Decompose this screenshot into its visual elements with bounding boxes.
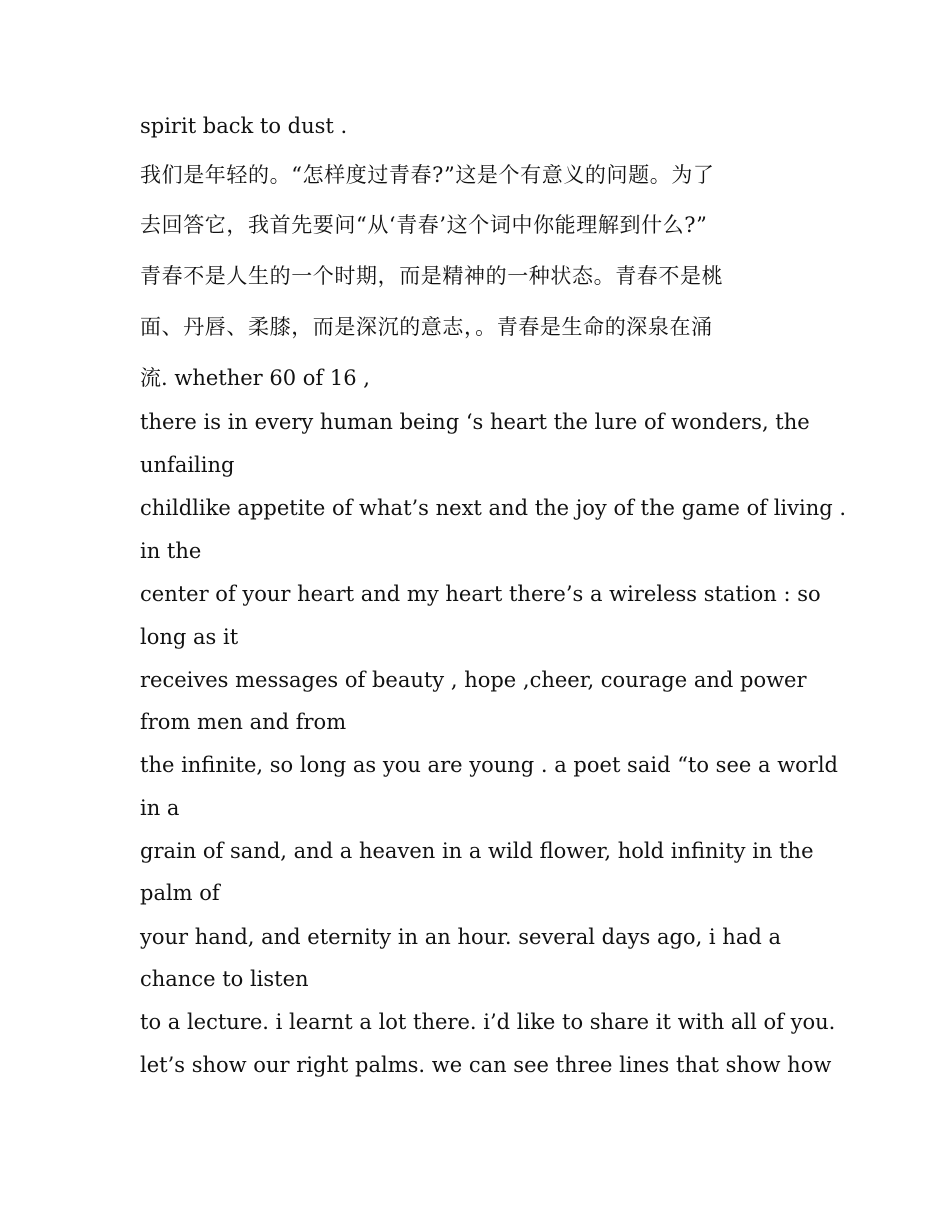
text-line: in a: [140, 796, 180, 820]
text-line: there is in every human being ‘s heart the lure of wonders, the: [140, 410, 810, 434]
text-line: receives messages of beauty , hope ,cheer, courage and power: [140, 668, 807, 692]
text-line: the infinite, so long as you are young . a poet said “to see a world: [140, 753, 839, 777]
text-line: childlike appetite of what’s next and the joy of the game of living .: [140, 496, 847, 520]
text-line: 面、丹唇、柔膝，而是深沉的意志，。青春是生命的深泉在涌: [140, 315, 713, 339]
text-line: unfailing: [140, 453, 235, 477]
text-line: from men and from: [140, 710, 347, 734]
text-line: in the: [140, 539, 202, 563]
text-line: center of your heart and my heart there’s a wireless station : so: [140, 582, 821, 606]
text-line: 去回答它，我首先要问“从‘青春’这个词中你能理解到什么?”: [140, 213, 708, 237]
text-line: chance to listen: [140, 967, 309, 991]
text-line: 我们是年轻的。“怎样度过青春?”这是个有意义的问题。为了: [140, 163, 715, 187]
text-line: grain of sand, and a heaven in a wild flower, hold infinity in the: [140, 839, 814, 863]
text-line: 流. whether 60 of 16 ,: [140, 366, 370, 390]
text-line: palm of: [140, 881, 220, 905]
text-line: let’s show our right palms. we can see three lines that show how: [140, 1053, 832, 1077]
text-line: to a lecture. i learnt a lot there. i’d like to share it with all of you.: [140, 1010, 836, 1034]
text-line: spirit back to dust .: [140, 114, 348, 138]
text-line: your hand, and eternity in an hour. several days ago, i had a: [140, 925, 781, 949]
text-line: long as it: [140, 625, 239, 649]
text-line: 青春不是人生的一个时期，而是精神的一种状态。青春不是桃: [140, 264, 724, 288]
